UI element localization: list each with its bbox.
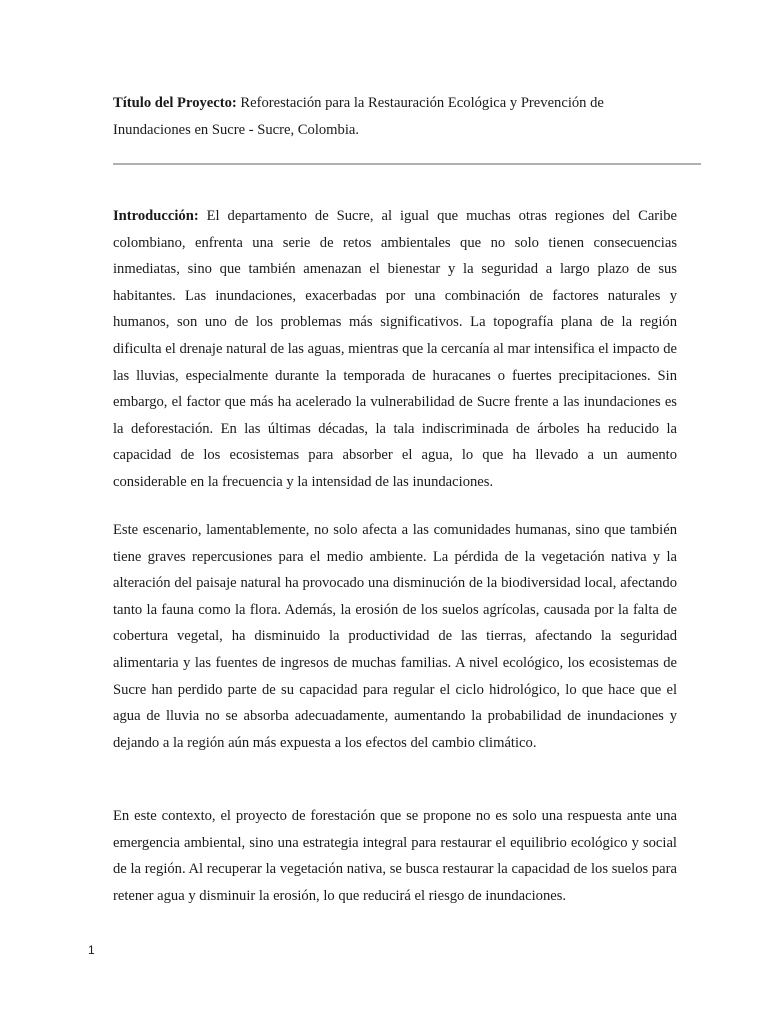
title-text: Reforestación para la Restauración Ecológica y Prevención de Inundaciones en Sucre - Sucre, Colombia. [113, 95, 604, 138]
introduction-label: Introducción: [113, 208, 199, 224]
title-divider [113, 163, 701, 165]
title-label: Título del Proyecto: [113, 95, 237, 111]
project-title [113, 90, 633, 143]
introduction-paragraph [113, 203, 677, 496]
page-number: 1 [88, 943, 95, 957]
body-paragraph-2: Este escenario, lamentablemente, no solo afecta a las comunidades humanas, sino que también tiene graves repercusiones para el medio ambiente. La pérdida de la vegetación nativa y la alteración del paisaje natural ha provocado una disminución de la biodiversidad local, afectando tanto la fauna como la flora. Además, la erosión de los suelos agrícolas, causada por la falta de cobertura vegetal, ha disminuido la productividad de las tierras, afectando la seguridad alimentaria y las fuentes de ingresos de muchas familias. A nivel ecológico, los ecosistemas de Sucre han perdido parte de su capacidad para regular el ciclo hidrológico, lo que hace que el agua de lluvia no se absorba adecuadamente, aumentando la probabilidad de inundaciones y dejando a la región aún más expuesta a los efectos del cambio climático. [113, 522, 677, 751]
introduction-text: El departamento de Sucre, al igual que muchas otras regiones del Caribe colombiano, enfrenta una serie de retos ambientales que no solo tienen consecuencias inmediatas, sino que también amenazan el bienestar y la seguridad a largo plazo de sus habitantes. Las inundaciones, exacerbadas por una combinación de factores naturales y humanos, son uno de los problemas más significativos. La topografía plana de la región dificulta el drenaje natural de las aguas, mientras que la cercanía al mar intensifica el impacto de las lluvias, especialmente durante la temporada de huracanes o fuertes precipitaciones. Sin embargo, el factor que más ha acelerado la vulnerabilidad de Sucre frente a las inundaciones es la deforestación. En las últimas décadas, la tala indiscriminada de árboles ha reducido la capacidad de los ecosistemas para absorber el agua, lo que ha llevado a un aumento considerable en la frecuencia y la intensidad de las inundaciones. [113, 208, 677, 490]
body-paragraph-3: En este contexto, el proyecto de forestación que se propone no es solo una respuesta ante una emergencia ambiental, sino una estrategia integral para restaurar el equilibrio ecológico y social de la región. Al recuperar la vegetación nativa, se busca restaurar la capacidad de los suelos para retener agua y disminuir la erosión, lo que reducirá el riesgo de inundaciones. [113, 808, 677, 904]
